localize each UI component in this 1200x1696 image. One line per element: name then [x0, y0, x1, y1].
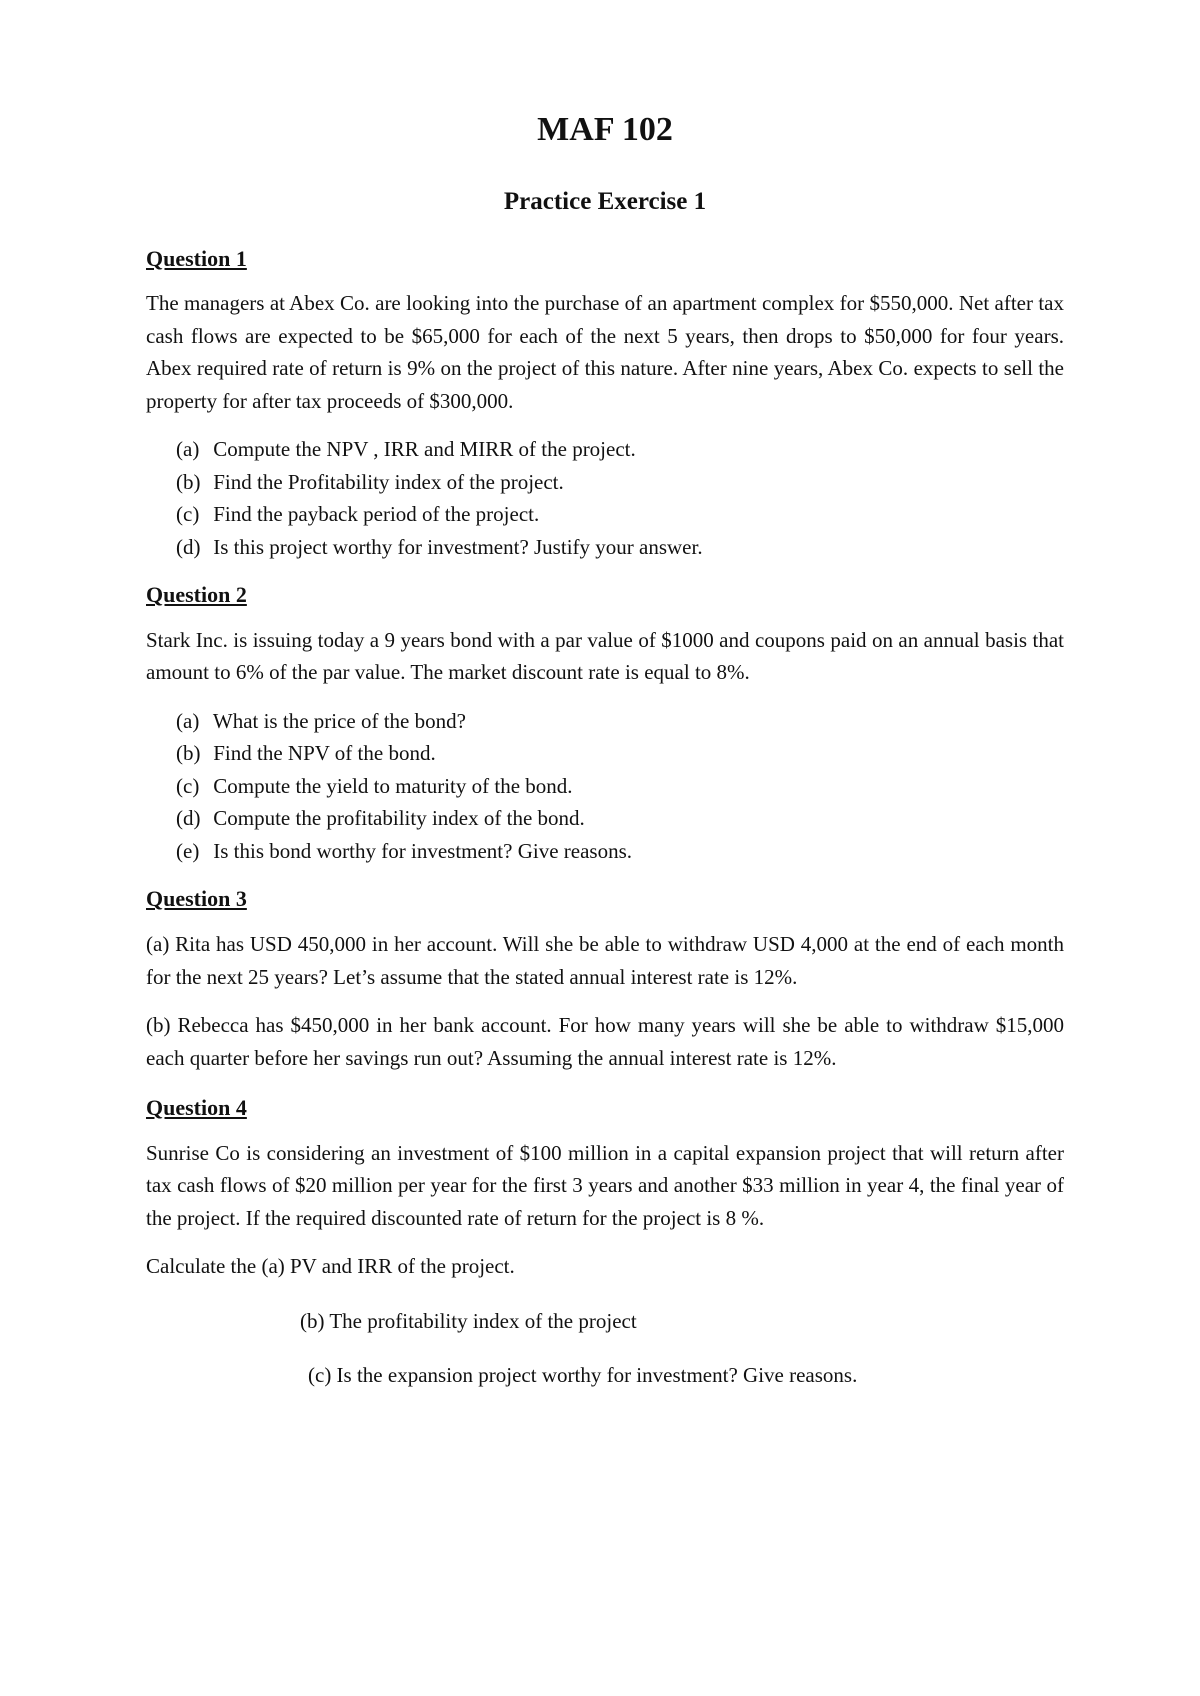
- item-label: (d): [176, 806, 201, 831]
- question-3-part-b: (b) Rebecca has $450,000 in her bank account. For how many years will she be able to withdraw $15,000 each quarter before her savings run out? Assuming the annual interest rate is 12%.: [146, 1013, 1064, 1070]
- question-4-body: Sunrise Co is considering an investment of $100 million in a capital expansion project that will return after tax cash flows of $20 million per year for the first 3 years and another $33 million in year 4, the final year of the project. If the required discounted rate of return for the project is 8 %.: [146, 1140, 1064, 1230]
- list-item: [176, 737, 1064, 770]
- question-4-heading: Question 4: [146, 1095, 247, 1121]
- document-page: [146, 110, 1064, 1396]
- item-label: (a): [176, 708, 200, 733]
- question-3-heading: Question 3: [146, 886, 247, 912]
- item-text: Is this project worthy for investment? Justify your answer.: [213, 534, 703, 559]
- item-label: (b): [176, 469, 201, 494]
- item-text: Compute the NPV , IRR and MIRR of the project.: [213, 437, 636, 462]
- list-item: [176, 498, 1064, 531]
- document-title: MAF 102: [537, 111, 673, 148]
- question-1-items: [146, 433, 1064, 563]
- item-text: What is the price of the bond?: [212, 708, 466, 733]
- question-1-body: The managers at Abex Co. are looking into the purchase of an apartment complex for $550,000. Net after tax cash flows are expected to be $65,000 for each of the next 5 years, then drops to $50,000 for four years. Abex required rate of return is 9% on the project of this nature. After nine years, Abex Co. expects to sell the property for after tax proceeds of $300,000.: [146, 291, 1064, 413]
- question-4-calc-line: Calculate the (a) PV and IRR of the project.: [146, 1254, 515, 1279]
- item-text: Is this bond worthy for investment? Give reasons.: [213, 838, 633, 863]
- list-item: [176, 531, 1064, 564]
- question-3-part-a: (a) Rita has USD 450,000 in her account. Will she be able to withdraw USD 4,000 at the end of each month for the next 25 years? Let’s assume that the stated annual interest rate is 12%.: [146, 932, 1064, 989]
- item-text: Compute the profitability index of the bond.: [213, 806, 585, 831]
- list-item: [176, 770, 1064, 803]
- document-subtitle: Practice Exercise 1: [503, 187, 707, 215]
- question-4-part-b: (b) The profitability index of the project: [300, 1308, 637, 1333]
- question-2-heading: Question 2: [146, 582, 247, 608]
- item-label: (c): [176, 773, 200, 798]
- item-label: (b): [176, 741, 201, 766]
- list-item: [176, 802, 1064, 835]
- item-text: Find the NPV of the bond.: [213, 741, 436, 766]
- question-2-items: [146, 705, 1064, 868]
- question-2-body: Stark Inc. is issuing today a 9 years bond with a par value of $1000 and coupons paid on an annual basis that amount to 6% of the par value. The market discount rate is equal to 8%.: [146, 627, 1064, 685]
- item-text: Find the Profitability index of the project.: [213, 469, 564, 494]
- list-item: [176, 705, 1064, 738]
- item-text: Find the payback period of the project.: [213, 502, 540, 527]
- question-1-heading: Question 1: [146, 245, 247, 271]
- item-label: (d): [176, 534, 201, 559]
- item-label: (a): [176, 437, 200, 462]
- question-4-part-c: (c) Is the expansion project worthy for investment? Give reasons.: [308, 1363, 858, 1388]
- question-1: [146, 245, 1064, 564]
- list-item: [176, 835, 1064, 868]
- item-label: (c): [176, 502, 200, 527]
- list-item: [176, 433, 1064, 466]
- list-item: [176, 466, 1064, 499]
- item-text: Compute the yield to maturity of the bond.: [213, 773, 573, 798]
- question-3: [146, 885, 1064, 1074]
- item-label: (e): [176, 838, 200, 863]
- question-4: [146, 1094, 1064, 1392]
- question-2: [146, 581, 1064, 867]
